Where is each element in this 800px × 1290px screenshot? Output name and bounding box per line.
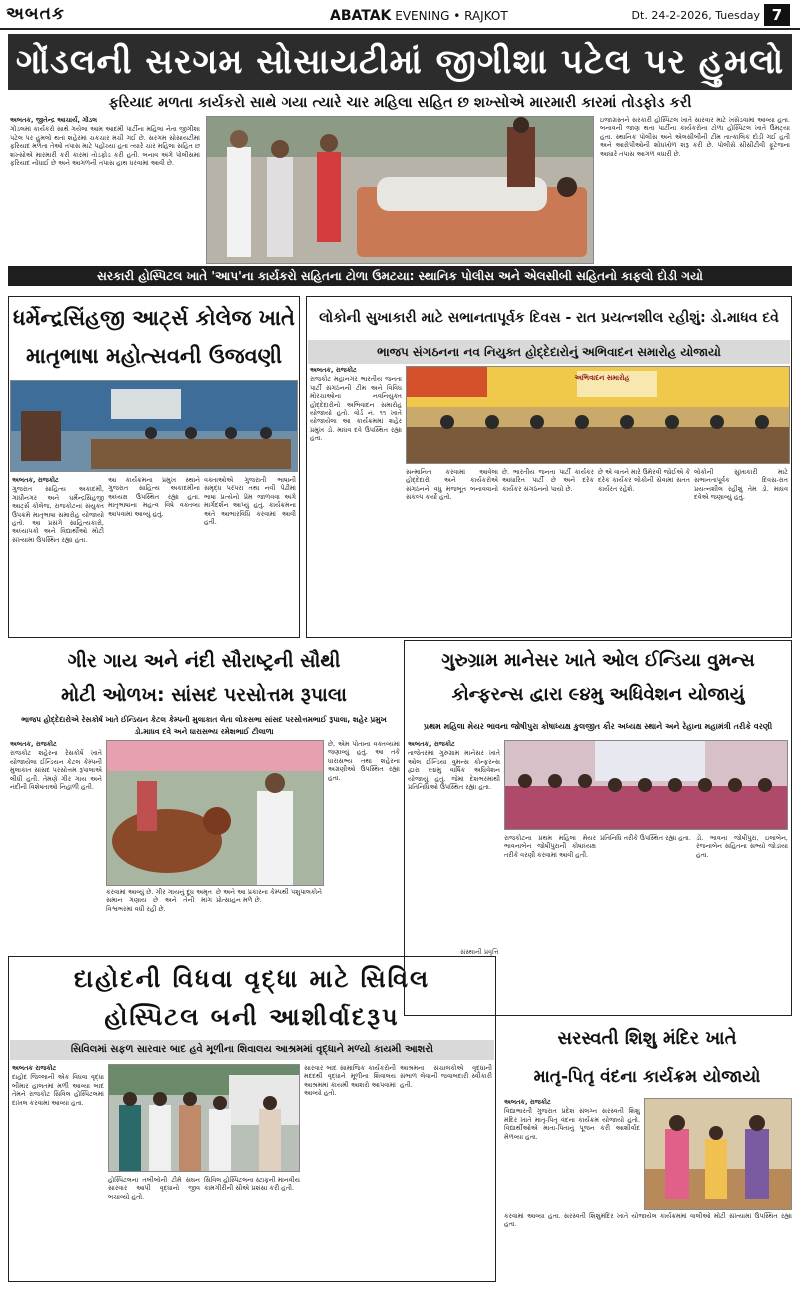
story-rupala-col-1 (10, 740, 102, 890)
dateline: અબતક રાજકોટ (12, 1064, 57, 1072)
story-gondal-body-right: ઇજાગ્રસ્તને સરકારી હોસ્પિટલ ખાતે સારવાર માટે ખસેડવામાં આવ્યા હતા. બનાવની જાણ થતા પાર્ટીના કાર્યકરોના ટોળા હોસ્પિટલ ખાતે ઉમટ્યા હતા. સ્થાનિક પોલીસ અને એલસીબીની ટીમ તાત્કાલિક દોડી ગઈ હતી અને આરોપીઓની શોધખોળ શરૂ કરી છે. પોલીસે સીસીટીવી ફૂટેજના આધારે તપાસ આગળ વધારી છે. (600, 116, 790, 158)
story-college-col-1 (12, 476, 104, 634)
story-college-photo (10, 380, 298, 472)
school-ceremony-image (645, 1099, 792, 1210)
story-shishu-col-1 (504, 1098, 640, 1208)
story-body: દાહોદ જિલ્લાની એક વિધવા વૃદ્ધા બીમાર હાલતમાં મળી આવ્યા બાદ તેમને રાજકોટ સિવિલ હોસ્પિટલમાં દાખલ કરવામાં આવ્યા હતા. (12, 1073, 104, 1107)
dateline: અબતક, રાજકોટ (504, 1098, 551, 1106)
story-bjp-col-4: છે એ વાતને મારે ઉમેરવી જોઈએ કે દરેક કાર્યકર લોકોની સેવામાં સતત કાર્યરત રહેશે. (598, 468, 690, 493)
story-aiwc-headline-1: ગુરુગ્રામ માનેસર ખાતે ઓલ ઈન્ડિયા વુમન્સ (441, 650, 755, 671)
story-gondal-headline: ગોંડલની સરગમ સોસાયટીમાં જીગીશા પટેલ પર હુમલો (8, 34, 792, 90)
story-rupala-headline-2: મોટી ઓળખ: સાંસદ પરસોત્તમ રૂપાલા (61, 684, 347, 706)
story-bjp-col-5: લોકોની સુખાકારી માટે સભાનતાપૂર્વક દિવસ-રાત પ્રયત્નશીલ રહીશું તેમ ડો. માધવ દવેએ જણાવ્યું હતું. (694, 468, 788, 502)
cattle-camp-image (107, 741, 324, 886)
story-body: રાજકોટ મહાનગર ભારતીય જનતા પાર્ટી સંગઠનની ટીમ અને વિવિધ મોરચાઓના નવનિયુક્ત હોદ્દેદારોનો અભિવાદન સમારોહ યોજાયો હતો. વોર્ડ નં. ૧૧ ખાતે યોજાયેલા આ કાર્યક્રમમાં શહેર પ્રમુખ ડો. માધવ દવે ઉપસ્થિત રહ્યા હતા. (310, 375, 402, 443)
dateline: અબતક, રાજકોટ (408, 740, 455, 748)
story-shishu-col-2: કરવામાં આવ્યા હતા. સરસ્વતી શિશુમંદિર ખાતે યોજાયેલ કાર્યક્રમમાં વાલીઓ મોટી સંખ્યામાં ઉપસ્થિત રહ્યા હતા. (504, 1212, 792, 1229)
stage-banner-text: અભિવાદન સમારોહ (574, 374, 630, 382)
hospital-scene-image (207, 117, 594, 264)
story-rupala-col-3: છે, એમ પોતાના વક્તવ્યમાં જણાવ્યું હતું. આ તકે ધારાસભ્ય તથા શહેરના અગ્રણીઓ ઉપસ્થિત રહ્યા હતા. (328, 740, 400, 782)
story-shishu-headline-2: માતૃ-પિતૃ વંદના કાર્યક્રમ યોજાયો (533, 1067, 761, 1087)
dateline: અબતક, જીતેન્દ્ર આચાર્ય, ગોંડલ (10, 116, 98, 124)
issue-date: Dt. 24-2-2026, Tuesday (631, 9, 760, 22)
story-body: રાજકોટ શહેરના રેસકોર્ષ ખાતે યોજાયેલા ઈન્ડિયન કેટલ કેમ્પની મુલાકાત સાંસદ પરસોત્તમ રૂપાલાએ લીધી હતી. તેમણે ગીર ગાય અને નંદીની વિશેષતાઓ નિહાળી હતી. (10, 749, 102, 792)
story-college-col-3: વક્તાઓએ ગુજરાતી ભાષાની સમૃદ્ધ પરંપરા તથા નવી પેઢીમાં ભાષા પ્રત્યેનો પ્રેમ જાળવવા અંગે માર્ગદર્શન આપ્યું હતું. કાર્યક્રમના અંતે આભારવિધિ કરવામાં આવી હતી. (204, 476, 296, 527)
story-body: ગોંડલમાં કાર્યકરો સાથે ગયેલા આમ આદમી પાર્ટીના મહિલા નેતા જીગીશા પટેલ પર હુમલો થતાં શહેરમાં ચકચાર મચી ગઈ છે. સરગમ સોસાયટીમાં ફરિયાદ મળતા તેઓ તપાસ માટે પહોંચ્યા હતા ત્યારે ચાર મહિલા સહિત છ શખ્સોએ મારમારી કરી કારમાં તોડફોડ કરી હતી. બનાવ અંગે પોલીસમાં ફરિયાદ નોંધાઈ છે અને આગળની તપાસ હાથ ધરવામાં આવી છે. (10, 125, 200, 168)
story-shishu-headline-1: સરસ્વતી શિશુ મંદિર ખાતે (557, 1028, 737, 1049)
story-gondal-body-left (10, 116, 200, 262)
story-dahod-headline-2: હોસ્પિટલ બની આશીર્વાદરૂપ (104, 1003, 400, 1031)
story-dahod-col-3: સારવાર બાદ સામાજિક કાર્યકરોની મદદથી વૃદ્ધાને મૂળીના શિવાલય આશ્રમમાં કાયમી આશરો આપવામાં આવ્યો હતો. (304, 1064, 396, 1098)
story-aiwc-col-2: રાજકોટના પ્રથમ મહિલા મેયર ભાવનાબેન જોષીપુરાની કોષાધ્યક્ષ તરીકે વરણી કરવામાં આવી હતી. (504, 834, 596, 859)
story-dahod-photo (108, 1064, 300, 1172)
masthead-center (330, 8, 508, 24)
conference-group-image (505, 741, 788, 830)
story-dahod-col-5: સિવિલ હોસ્પિટલના સ્ટાફની માનવીય કામગીરીની સૌએ પ્રશંસા કરી હતી. (204, 1176, 300, 1193)
paper-name: ABATAK (330, 8, 392, 24)
aiwc-caption: સંસ્થાની પ્રવૃત્તિ (460, 948, 499, 956)
story-gondal-strip: સરકારી હોસ્પિટલ ખાતે 'આપ'ના કાર્યકરો સહિતના ટોળા ઉમટયા: સ્થાનિક પોલીસ અને એલસીબી સહિતનો કાફલો દોડી ગયો (8, 266, 792, 286)
story-dahod-headline-1: દાહોદની વિધવા વૃદ્ધા માટે સિવિલ (73, 965, 431, 993)
story-college-headline-1: ધર્મેન્દ્રસિંહજી આર્ટ્સ કોલેજ ખાતે (13, 306, 295, 330)
story-rupala-col-2: કરવામાં આવ્યું છે. ગીર ગાયનું દૂધ અમૃત સમાન ગણાય છે અને તેની માંગ વિશ્વભરમાં વધી રહી છે. (106, 888, 212, 913)
story-aiwc-col-4: ડો. ભાવના જોષીપુરા, ઇલાબેન, રંજનાબેન સહિતના સભ્યો જોડાયા હતા. (696, 834, 788, 859)
story-bjp-headline: લોકોની સુખાકારી માટે સભાનતાપૂર્વક દિવસ - રાત પ્રયત્નશીલ રહીશું: ડો.માધવ દવે (319, 310, 779, 326)
story-dahod-col-1 (12, 1064, 104, 1278)
story-dahod-col-4: આશ્રમના સંચાલકોએ વૃદ્ધાની સંભાળ લેવાની જવાબદારી સ્વીકારી હતી. (400, 1064, 492, 1089)
story-rupala-photo (106, 740, 324, 886)
story-shishu-photo (644, 1098, 792, 1210)
story-gondal-photo (206, 116, 594, 264)
story-gondal-subhead: ફરિયાદ મળતા કાર્યકરો સાથે ગયા ત્યારે ચાર મહિલા સહિત છ શખ્સોએ મારમારી કારમાં તોડફોડ કરી (108, 95, 692, 111)
story-aiwc-photo (504, 740, 788, 830)
dateline: અબતક, રાજકોટ (10, 740, 57, 748)
story-dahod-subhead: સિવિલમાં સફળ સારવાર બાદ હવે મૂળીના શિવાલય આશ્રમમાં વૃદ્ધાને મળ્યો કાયમી આશરો (10, 1040, 494, 1060)
hospital-staff-image (109, 1065, 300, 1172)
story-bjp-col-3: છે. ભારતીય જનતા પાર્ટી કાર્યકર આધારિત પાર્ટી છે અને દરેક કાર્યકર સંગઠનનો પાયો છે. (502, 468, 594, 493)
story-rupala-subhead: ભાજપ હોદ્દેદારોએ રેસકોર્ષ ખાતે ઈન્ડિયન કેટલ કેમ્પની મુલાકાત લેતા લોકસભા સાંસદ પરસોત્તમભાઈ રૂપાલા, શહેર પ્રમુખ ડો.માધવ દવે અને ધારાસભ્ય રમેશભાઈ ટીલાળા (21, 715, 387, 736)
story-rupala-headline-1: ગીર ગાય અને નંદી સૌરાષ્ટ્રની સૌથી (67, 650, 341, 672)
story-bjp-col-2: સન્માનિત કરવામાં આવેલા હોદ્દેદારો અને કાર્યકરોએ સંગઠનને વધુ મજબૂત બનાવવાનો સંકલ્પ કર્યો હતો. (406, 468, 498, 502)
story-college-col-2: આ કાર્યક્રમના પ્રમુખ સ્થાને ગુજરાત સાહિત્ય અકાદમીના અધ્યક્ષ ઉપસ્થિત રહ્યા હતા. માતૃભાષાના મહત્વ વિષે વક્તવ્ય આપવામાં આવ્યું હતું. (108, 476, 200, 518)
story-aiwc-col-3: પ્રતિનિધિ તરીકે ઉપસ્થિત રહ્યા હતા. (600, 834, 691, 842)
dateline: અબતક, રાજકોટ (12, 476, 59, 484)
story-body: ગુજરાત સાહિત્ય અકાદમી, ગાંધીનગર અને ધર્મેન્દ્રસિંહજી આર્ટ્સ કોલેજ, રાજકોટના સંયુક્ત ઉપક્રમે માતૃભાષા સમારોહ યોજાયો હતો. આ પ્રસંગે સાહિત્યકારો, અધ્યાપકો અને વિદ્યાર્થીઓ મોટી સંખ્યામાં ઉપસ્થિત રહ્યા હતા. (12, 485, 104, 544)
story-aiwc-subhead: પ્રથમ મહિલા મેયર ભાવના જોષીપુરા કોષાધ્યક્ષ કુલજીત કૌર અધ્યક્ષ સ્થાને અને રેહાના મહામંત્રી તરીકે વરણી (423, 722, 773, 731)
page-number: 7 (764, 4, 790, 26)
masthead-logo: અબતક (6, 4, 65, 24)
story-bjp-col-1 (310, 366, 402, 634)
story-body: વિદ્યાભારતી ગુજરાત પ્રદેશ સંલગ્ન સરસ્વતી શિશુ મંદિર ખાતે માતૃ-પિતૃ વંદના કાર્યક્રમ યોજાયો હતો. વિદ્યાર્થીઓએ માતા-પિતાનું પૂજન કરી આશીર્વાદ મેળવ્યા હતા. (504, 1107, 640, 1141)
dateline: અબતક, રાજકોટ (310, 366, 357, 374)
story-college-headline-2: માતૃભાષા મહોત્સવની ઉજવણી (25, 344, 283, 368)
edition-label: EVENING • RAJKOT (395, 9, 508, 23)
story-aiwc-headline-2: કોન્ફરન્સ દ્વારા ૯૪મુ અધિવેશન યોજાયું (451, 684, 745, 705)
stage-event-image (11, 381, 298, 472)
story-rupala-col-4: છે અને આ પ્રકારના કેમ્પથી પશુપાલકોને પ્રોત્સાહન મળે છે. (216, 888, 322, 905)
story-bjp-subhead: ભાજપ સંગઠનના નવ નિયુક્ત હોદ્દેદારોનું અભિવાદન સમારોહ યોજાયો (308, 340, 790, 364)
story-dahod-col-2: હોસ્પિટલના તબીબોની ટીમે સઘન સારવાર આપી વૃદ્ધાનો જીવ બચાવ્યો હતો. (108, 1176, 200, 1201)
story-body: તાજેતરમાં ગુરુગ્રામ માનેસર ખાતે ઓલ ઈન્ડિયા વુમન્સ કોન્ફરન્સ દ્વારા ૯૪મુ વાર્ષિક અધિવેશન યોજાયું હતું. જેમાં દેશભરમાંથી પ્રતિનિધિઓ ઉપસ્થિત રહ્યા હતા. (408, 749, 500, 792)
